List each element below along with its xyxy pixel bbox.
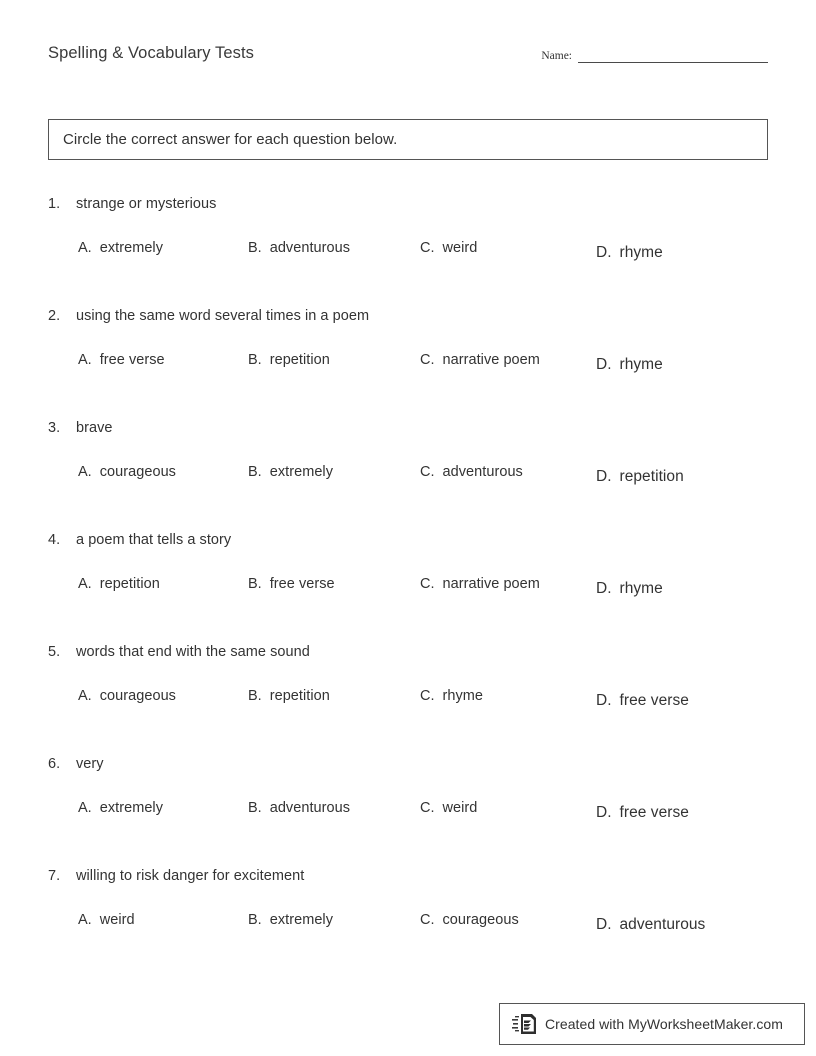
option-letter-c: C.: [420, 800, 435, 816]
answer-option-c[interactable]: [420, 240, 477, 256]
answer-option-b[interactable]: [248, 688, 330, 704]
option-text-d: rhyme: [619, 244, 663, 261]
option-text-c: weird: [442, 800, 478, 816]
option-letter-c: C.: [420, 464, 435, 480]
answer-option-d[interactable]: [596, 244, 663, 262]
option-letter-a: A.: [78, 240, 92, 256]
option-text-d: free verse: [619, 692, 689, 709]
answer-options: [48, 240, 788, 270]
option-letter-d: D.: [596, 580, 612, 597]
option-letter-a: A.: [78, 352, 92, 368]
option-text-d: rhyme: [619, 580, 663, 597]
name-field-group: [541, 48, 768, 63]
answer-option-c[interactable]: [420, 688, 483, 704]
question-number: 2.: [48, 308, 61, 324]
answer-option-a[interactable]: [78, 800, 163, 816]
question-stem: [48, 420, 788, 442]
option-letter-c: C.: [420, 240, 435, 256]
option-letter-b: B.: [248, 576, 262, 592]
answer-option-b[interactable]: [248, 800, 350, 816]
option-letter-b: B.: [248, 352, 262, 368]
name-label: Name:: [541, 50, 572, 62]
option-text-a: courageous: [99, 688, 176, 704]
answer-option-b[interactable]: [248, 912, 333, 928]
page-title: Spelling & Vocabulary Tests: [48, 44, 255, 62]
option-text-d: adventurous: [619, 916, 706, 933]
question-stem: [48, 644, 788, 666]
question-number: 4.: [48, 532, 61, 548]
answer-options: [48, 576, 788, 606]
answer-option-c[interactable]: [420, 800, 477, 816]
answer-option-d[interactable]: [596, 580, 663, 598]
answer-option-b[interactable]: [248, 464, 333, 480]
option-text-c: weird: [442, 240, 478, 256]
option-letter-a: A.: [78, 912, 92, 928]
option-text-a: free verse: [99, 352, 165, 368]
name-input-line[interactable]: [578, 48, 768, 63]
option-letter-c: C.: [420, 576, 435, 592]
worksheet-maker-logo-icon: [512, 1012, 538, 1036]
option-text-b: free verse: [269, 576, 335, 592]
option-letter-a: A.: [78, 800, 92, 816]
answer-option-d[interactable]: [596, 804, 689, 822]
option-text-a: weird: [99, 912, 135, 928]
answer-option-b[interactable]: [248, 240, 350, 256]
option-text-d: rhyme: [619, 356, 663, 373]
option-text-b: extremely: [269, 464, 334, 480]
answer-option-a[interactable]: [78, 576, 160, 592]
option-text-b: extremely: [269, 912, 334, 928]
question-stem: [48, 532, 788, 554]
worksheet-header: [48, 44, 768, 74]
question-stem: [48, 196, 788, 218]
option-letter-d: D.: [596, 244, 612, 261]
option-letter-b: B.: [248, 912, 262, 928]
question-number: 3.: [48, 420, 61, 436]
question-number: 5.: [48, 644, 61, 660]
option-letter-d: D.: [596, 692, 612, 709]
answer-option-a[interactable]: [78, 352, 165, 368]
question-item: [48, 196, 788, 308]
question-item: [48, 532, 788, 644]
option-letter-d: D.: [596, 916, 612, 933]
option-text-c: narrative poem: [442, 576, 540, 592]
question-item: [48, 420, 788, 532]
option-text-d: repetition: [619, 468, 684, 485]
answer-option-d[interactable]: [596, 356, 663, 374]
question-list: [48, 196, 788, 980]
option-text-c: courageous: [442, 912, 519, 928]
answer-option-d[interactable]: [596, 468, 684, 486]
answer-option-c[interactable]: [420, 576, 540, 592]
option-text-b: adventurous: [269, 800, 351, 816]
question-prompt: using the same word several times in a poem: [76, 308, 370, 324]
option-text-a: repetition: [99, 576, 160, 592]
question-item: [48, 868, 788, 980]
option-letter-a: A.: [78, 688, 92, 704]
option-letter-a: A.: [78, 576, 92, 592]
answer-option-d[interactable]: [596, 916, 705, 934]
question-prompt: a poem that tells a story: [76, 532, 232, 548]
question-prompt: willing to risk danger for excitement: [76, 868, 305, 884]
question-stem: [48, 308, 788, 330]
answer-options: [48, 464, 788, 494]
question-stem: [48, 868, 788, 890]
option-text-a: extremely: [99, 240, 164, 256]
option-letter-c: C.: [420, 352, 435, 368]
option-letter-b: B.: [248, 240, 262, 256]
option-text-c: adventurous: [442, 464, 523, 480]
option-text-b: adventurous: [269, 240, 351, 256]
answer-options: [48, 912, 788, 942]
option-text-c: narrative poem: [442, 352, 540, 368]
question-prompt: brave: [76, 420, 113, 436]
footer-attribution-text: Created with MyWorksheetMaker.com: [545, 1016, 783, 1032]
answer-option-a[interactable]: [78, 240, 163, 256]
answer-option-b[interactable]: [248, 352, 330, 368]
instruction-box: [48, 119, 768, 160]
option-letter-a: A.: [78, 464, 92, 480]
question-item: [48, 308, 788, 420]
answer-option-c[interactable]: [420, 912, 519, 928]
instruction-text: Circle the correct answer for each question below.: [63, 131, 398, 148]
question-number: 7.: [48, 868, 61, 884]
answer-options: [48, 800, 788, 830]
answer-option-d[interactable]: [596, 692, 689, 710]
answer-option-c[interactable]: [420, 352, 540, 368]
option-text-b: repetition: [269, 352, 330, 368]
option-letter-d: D.: [596, 804, 612, 821]
answer-options: [48, 688, 788, 718]
option-text-b: repetition: [269, 688, 330, 704]
question-number: 6.: [48, 756, 61, 772]
option-letter-b: B.: [248, 688, 262, 704]
question-prompt: words that end with the same sound: [76, 644, 310, 660]
answer-option-c[interactable]: [420, 464, 523, 480]
option-letter-b: B.: [248, 800, 262, 816]
option-text-a: extremely: [99, 800, 164, 816]
option-letter-d: D.: [596, 356, 612, 373]
answer-option-a[interactable]: [78, 464, 176, 480]
question-prompt: very: [76, 756, 104, 772]
question-stem: [48, 756, 788, 778]
option-letter-b: B.: [248, 464, 262, 480]
option-text-a: courageous: [99, 464, 176, 480]
question-number: 1.: [48, 196, 61, 212]
option-letter-c: C.: [420, 912, 435, 928]
option-letter-c: C.: [420, 688, 435, 704]
question-prompt: strange or mysterious: [76, 196, 217, 212]
answer-options: [48, 352, 788, 382]
answer-option-a[interactable]: [78, 688, 176, 704]
answer-option-a[interactable]: [78, 912, 135, 928]
answer-option-b[interactable]: [248, 576, 335, 592]
option-text-d: free verse: [619, 804, 689, 821]
option-letter-d: D.: [596, 468, 612, 485]
question-item: [48, 644, 788, 756]
option-text-c: rhyme: [442, 688, 484, 704]
question-item: [48, 756, 788, 868]
footer-attribution-badge[interactable]: [499, 1003, 805, 1045]
